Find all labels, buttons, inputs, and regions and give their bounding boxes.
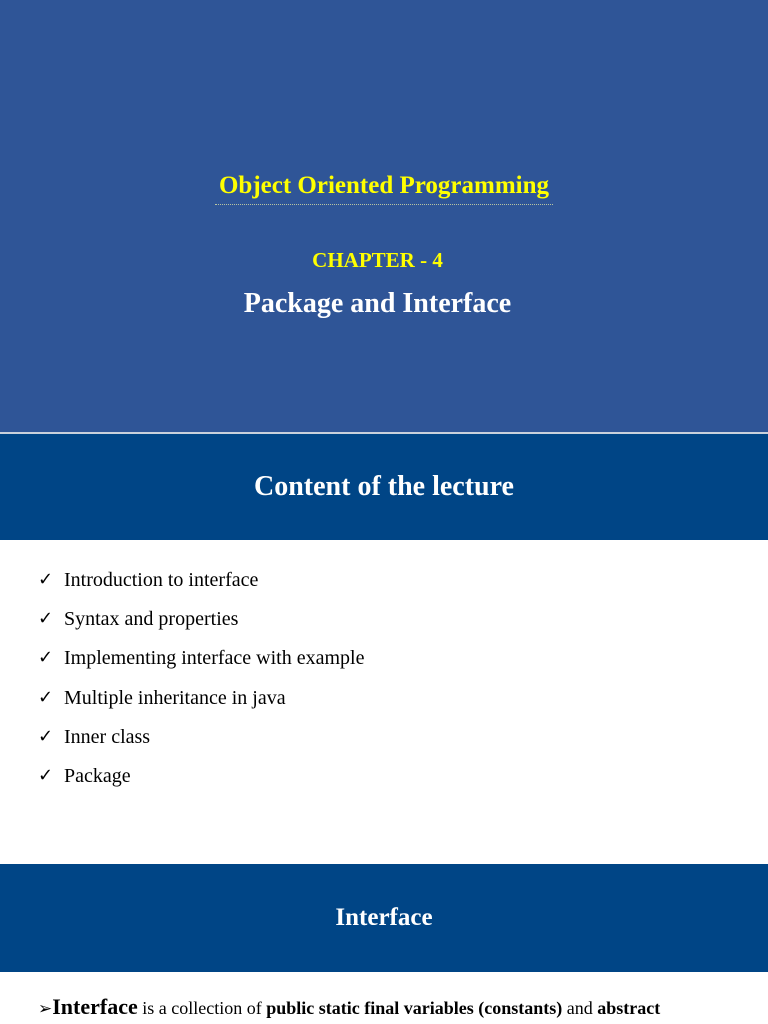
chapter-label: CHAPTER - 4 xyxy=(312,248,443,272)
checkmark-icon: ✓ xyxy=(38,764,54,786)
checkmark-icon: ✓ xyxy=(38,569,54,590)
list-item xyxy=(38,725,364,764)
list-item-label: Introduction to interface xyxy=(64,569,259,591)
interface-definition xyxy=(38,994,660,1020)
definition-bold-1: public static final variables (constants) xyxy=(266,998,563,1018)
lecture-topic-list xyxy=(38,568,364,803)
list-item xyxy=(38,764,364,803)
chapter-subtitle: Package and Interface xyxy=(243,288,512,319)
arrow-bullet-icon: ➢ xyxy=(38,999,53,1019)
interface-term: Interface xyxy=(52,994,138,1019)
title-slide xyxy=(0,0,768,432)
list-item-label: Implementing interface with example xyxy=(64,647,365,670)
list-item-label: Multiple inheritance in java xyxy=(64,686,286,709)
interface-heading: Interface xyxy=(335,904,433,931)
content-heading: Content of the lecture xyxy=(254,471,514,502)
checkmark-icon: ✓ xyxy=(38,725,54,747)
interface-heading-band xyxy=(0,864,768,972)
definition-bold-2: abstract xyxy=(597,998,661,1018)
definition-text-2: and xyxy=(562,998,598,1018)
definition-text-1: is a collection of xyxy=(137,998,267,1018)
list-item-label: Package xyxy=(64,764,131,787)
checkmark-icon: ✓ xyxy=(38,647,54,669)
list-item xyxy=(38,568,364,607)
content-slide-body xyxy=(0,540,768,864)
checkmark-icon: ✓ xyxy=(38,686,54,708)
content-heading-band xyxy=(0,434,768,540)
list-item xyxy=(38,686,364,725)
list-item xyxy=(38,607,364,646)
list-item xyxy=(38,646,364,685)
checkmark-icon: ✓ xyxy=(38,608,54,630)
list-item-label: Inner class xyxy=(64,725,151,748)
course-title: Object Oriented Programming xyxy=(0,172,768,205)
list-item-label: Syntax and properties xyxy=(64,608,239,631)
